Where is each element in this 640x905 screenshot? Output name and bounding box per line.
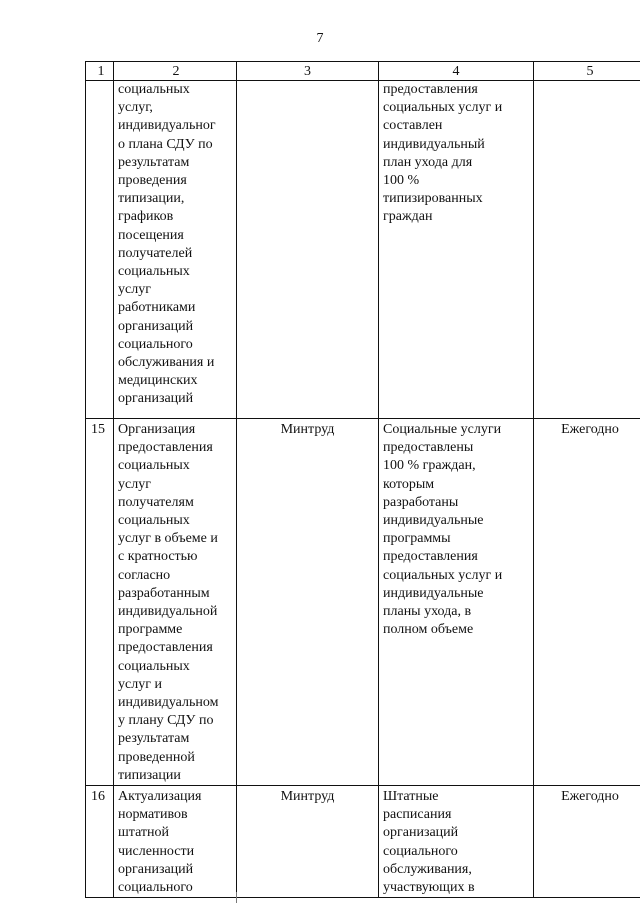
footer-mark: [236, 892, 237, 903]
cell-text-line: индивидуальног: [118, 118, 216, 134]
header-col-2: 2: [114, 62, 237, 81]
cell-text-line: составлен: [383, 118, 443, 134]
cell-text-line: обслуживания,: [383, 861, 472, 877]
cell-text-line: у плану СДУ по: [118, 713, 214, 729]
header-col-5: 5: [534, 62, 640, 81]
cell-text-line: социальных услуг и: [383, 100, 503, 116]
result-cell: [379, 419, 534, 786]
executor-cell: Минтруд: [237, 786, 379, 898]
cell-text-line: социальных: [118, 458, 190, 474]
cell-text-line: численности: [118, 843, 195, 859]
cell-text-line: медицинских: [118, 373, 198, 389]
cell-text-line: графиков: [118, 209, 174, 225]
cell-text-line: программе: [118, 622, 183, 638]
cell-text-line: услуг и: [118, 676, 162, 692]
row-number: [86, 81, 114, 419]
cell-text-line: разработаны: [383, 494, 459, 510]
cell-text-line: план ухода для: [383, 154, 473, 170]
cell-text-line: Организация: [118, 422, 196, 437]
cell-text-line: индивидуальные: [383, 513, 484, 529]
cell-text-line: предоставления: [383, 549, 478, 565]
cell-text-line: индивидуальный: [383, 136, 485, 152]
cell-text-line: результатам: [118, 154, 190, 170]
cell-text-line: услуг: [118, 282, 151, 298]
table-row: [86, 81, 640, 419]
cell-text-line: типизации,: [118, 191, 185, 207]
cell-text-line: типизации: [118, 767, 181, 783]
table-header-row: [86, 62, 640, 81]
table-row: [86, 786, 640, 898]
header-col-1: 1: [86, 62, 114, 81]
term-cell: Ежегодно: [534, 419, 640, 786]
cell-text-line: социальных: [118, 264, 190, 280]
result-cell: [379, 81, 534, 419]
cell-text-line: Штатные: [383, 789, 439, 805]
event-cell: [114, 81, 237, 419]
cell-text-line: Социальные услуги: [383, 422, 502, 437]
cell-text-line: граждан: [383, 209, 433, 225]
term-cell: [534, 81, 640, 419]
cell-text-line: участвующих в: [383, 880, 475, 896]
event-cell: [114, 786, 237, 898]
cell-text-line: которым: [383, 476, 435, 492]
row-number: 15: [86, 419, 114, 786]
cell-text-line: получателей: [118, 245, 193, 261]
cell-text-line: программы: [383, 531, 451, 547]
cell-text-line: социальных услуг и: [383, 567, 503, 583]
cell-text-line: результатам: [118, 731, 190, 747]
cell-text-line: расписания: [383, 807, 452, 823]
cell-text-line: предоставления: [118, 440, 213, 456]
header-col-4: 4: [379, 62, 534, 81]
cell-text-line: социальных: [118, 658, 190, 674]
cell-text-line: обслуживания и: [118, 355, 215, 371]
cell-text-line: предоставления: [118, 640, 213, 656]
header-col-3: 3: [237, 62, 379, 81]
result-cell: [379, 786, 534, 898]
cell-text-line: предоставлены: [383, 440, 474, 456]
cell-text-line: проведения: [118, 173, 187, 189]
cell-text-line: типизированных: [383, 191, 483, 207]
page-number: 7: [316, 31, 324, 46]
cell-text-line: социальных: [118, 513, 190, 529]
cell-text-line: 100 %: [383, 173, 420, 189]
cell-text-line: социального: [118, 336, 193, 352]
cell-text-line: с кратностью: [118, 549, 198, 565]
cell-text-line: планы ухода, в: [383, 604, 472, 620]
cell-text-line: полном объеме: [383, 622, 474, 638]
cell-text-line: социальных: [118, 82, 190, 97]
cell-text-line: организаций: [118, 391, 194, 407]
executor-cell: [237, 81, 379, 419]
cell-text-line: организаций: [118, 861, 194, 877]
cell-text-line: организаций: [383, 825, 459, 841]
cell-text-line: о плана СДУ по: [118, 136, 213, 152]
plan-table: [85, 61, 640, 898]
cell-text-line: получателям: [118, 494, 194, 510]
cell-text-line: Актуализация: [118, 789, 202, 805]
cell-text-line: индивидуальные: [383, 585, 484, 601]
cell-text-line: услуг,: [118, 100, 153, 116]
executor-cell: Минтруд: [237, 419, 379, 786]
cell-text-line: предоставления: [383, 82, 478, 97]
table-row: [86, 419, 640, 786]
event-cell: [114, 419, 237, 786]
cell-text-line: социального: [383, 843, 458, 859]
cell-text-line: нормативов: [118, 807, 188, 823]
cell-text-line: социального: [118, 880, 193, 896]
cell-text-line: индивидуальной: [118, 604, 218, 620]
cell-text-line: индивидуальном: [118, 695, 219, 711]
cell-text-line: посещения: [118, 227, 184, 243]
cell-text-line: услуг в объеме и: [118, 531, 218, 547]
cell-text-line: проведенной: [118, 749, 195, 765]
cell-text-line: штатной: [118, 825, 170, 841]
cell-text-line: 100 % граждан,: [383, 458, 476, 474]
cell-text-line: организаций: [118, 318, 194, 334]
cell-text-line: услуг: [118, 476, 151, 492]
cell-text-line: разработанным: [118, 585, 210, 601]
cell-text-line: работниками: [118, 300, 196, 316]
cell-text-line: согласно: [118, 567, 171, 583]
row-number: 16: [86, 786, 114, 898]
term-cell: Ежегодно: [534, 786, 640, 898]
